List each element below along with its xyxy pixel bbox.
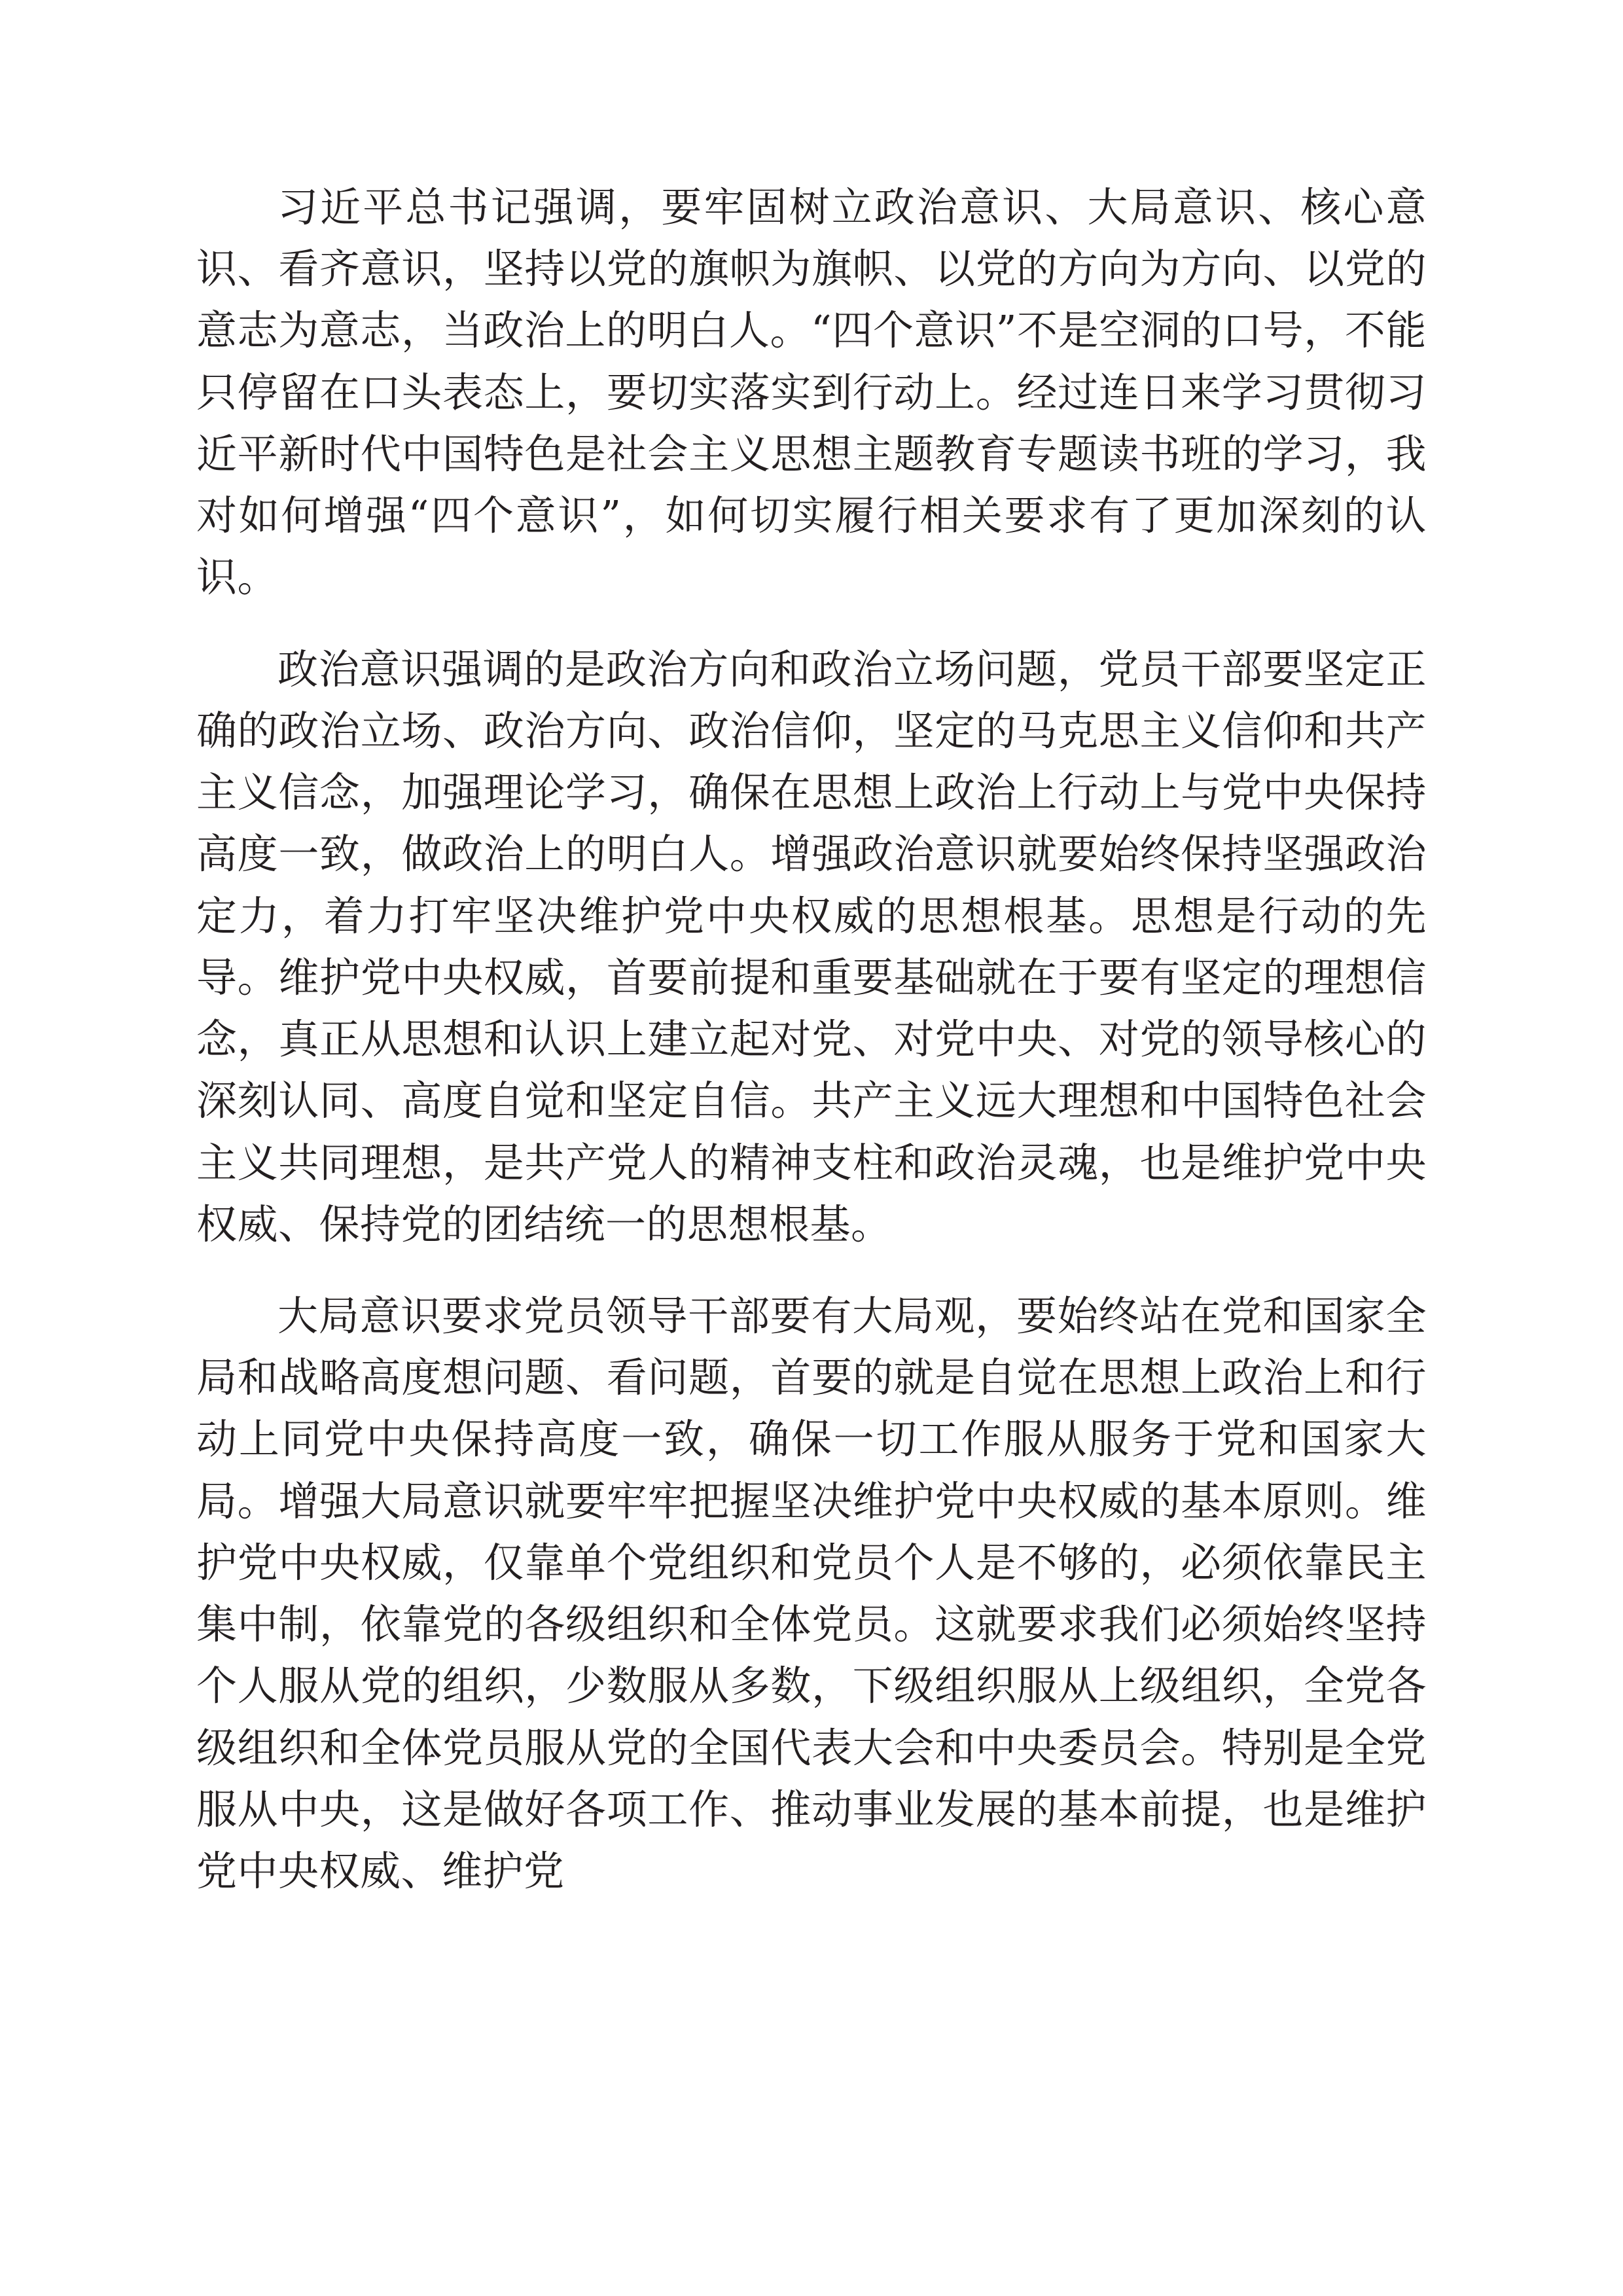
document-text-body (196, 177, 1427, 1902)
paragraph-3: 大局意识要求党员领导干部要有大局观，要始终站在党和国家全局和战略高度想问题、看问题，首要的就是自觉在思想上政治上和行动上同党中央保持高度一致，确保一切工作服从服务于党和国家大局。增强大局意识就要牢牢把握坚决维护党中央权威的基本原则。维护党中央权威，仅靠单个党组织和党员个人是不够的，必须依靠民主集中制，依靠党的各级组织和全体党员。这就要求我们必须始终坚持个人服从党的组织，少数服从多数，下级组织服从上级组织，全党各级组织和全体党员服从党的全国代表大会和中央委员会。特别是全党服从中央，这是做好各项工作、推动事业发展的基本前提，也是维护党中央权威、维护党 (196, 1291, 1427, 1895)
paragraph-1: 习近平总书记强调，要牢固树立政治意识、大局意识、核心意识、看齐意识，坚持以党的旗帜为旗帜、以党的方向为方向、以党的意志为意志，当政治上的明白人。“四个意识”不是空洞的口号，不能只停留在口头表态上，要切实落实到行动上。经过连日来学习贯彻习近平新时代中国特色是社会主义思想主题教育专题读书班的学习，我对如何增强“四个意识”，如何切实履行相关要求有了更加深刻的认识。 (196, 183, 1427, 601)
paragraph-2: 政治意识强调的是政治方向和政治立场问题，党员干部要坚定正确的政治立场、政治方向、政治信仰，坚定的马克思主义信仰和共产主义信念，加强理论学习，确保在思想上政治上行动上与党中央保持高度一致，做政治上的明白人。增强政治意识就要始终保持坚强政治定力，着力打牢坚决维护党中央权威的思想根基。思想是行动的先导。维护党中央权威，首要前提和重要基础就在于要有坚定的理想信念，真正从思想和认识上建立起对党、对党中央、对党的领导核心的深刻认同、高度自觉和坚定自信。共产主义远大理想和中国特色社会主义共同理想，是共产党人的精神支柱和政治灵魂，也是维护党中央权威、保持党的团结统一的思想根基。 (196, 645, 1427, 1248)
